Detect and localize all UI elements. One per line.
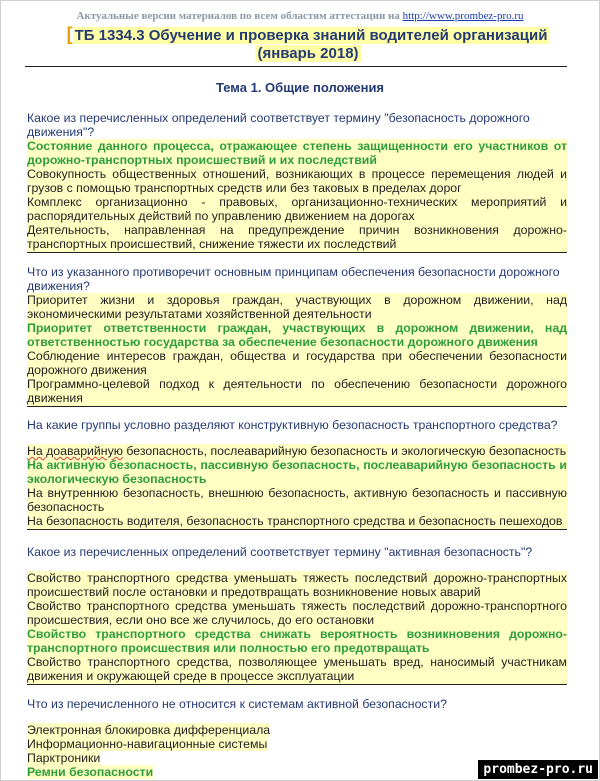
answer-option[interactable]: На доаварийную безопасность, послеаварийную безопасность и экологическую безопасность <box>27 444 567 458</box>
answer-option[interactable]: Программно-целевой подход к деятельности по обеспечению безопасности дорожного движения <box>27 377 567 405</box>
spacer <box>27 432 567 444</box>
question-block-1 <box>27 111 567 253</box>
document-title <box>58 25 558 63</box>
question-text: На какие группы условно разделяют конструктивную безопасность транспортного средства? <box>27 418 558 432</box>
question-block-3 <box>27 418 567 530</box>
question-block-2 <box>27 265 567 407</box>
answer-option[interactable]: Электронная блокировка дифференциала <box>27 723 271 737</box>
answer-option[interactable]: Свойство транспортного средства уменьшать тяжесть последствий дорожно-транспортных происшествий после остановки и предотвращать возникновение новых аварий <box>27 571 567 599</box>
answer-option-correct[interactable]: На активную безопасность, пассивную безопасность, послеаварийную безопасность и экологическую безопасность <box>27 458 567 486</box>
answer-option-correct[interactable]: Состояние данного процесса, отражающее степень защищенности его участников от дорожно-транспортных происшествий и их последствий <box>27 139 567 167</box>
answer-option[interactable]: На безопасность водителя, безопасность транспортного средства и безопасность пешеходов <box>27 514 567 530</box>
title-line-2: (январь 2018) <box>257 45 359 62</box>
banner-text: Актуальные версии материалов по всем областям аттестации на <box>76 10 400 22</box>
title-divider <box>25 66 567 67</box>
answer-option[interactable]: Информационно-навигационные системы <box>27 737 268 751</box>
answer-option[interactable]: Совокупность общественных отношений, возникающих в процессе перемещения людей и грузов с помощью транспортных средств или без таковых в пределах дорог <box>27 167 567 195</box>
spacer <box>27 711 567 723</box>
spacer <box>27 559 567 571</box>
answer-option[interactable]: Свойство транспортного средства, позволяющее уменьшать вред, наносимый участникам движения и окружающей среде в процессе эксплуатации <box>27 655 567 683</box>
theme-heading: Тема 1. Общие положения <box>215 80 385 95</box>
header-banner <box>0 10 600 22</box>
answer-option[interactable]: Свойство транспортного средства уменьшать тяжесть последствий дорожно-транспортного происшествия, если оно все же случилось, до его остановки <box>27 599 567 627</box>
site-watermark: prombez-pro.ru <box>478 760 598 779</box>
answer-option[interactable]: Приоритет жизни и здоровья граждан, участвующих в дорожном движении, над экономическими результатами хозяйственной деятельности <box>27 293 567 321</box>
answer-option[interactable]: Комплекс организационно - правовых, организационно-технических мероприятий и распорядительных действий по управлению движением на дорогах <box>27 195 567 223</box>
answer-option-correct[interactable]: Свойство транспортного средства снижать вероятность возникновения дорожно-транспортного происшествия или полностью его предотвращать <box>27 627 567 655</box>
banner-link[interactable]: http://www.prombez-pro.ru <box>402 10 524 22</box>
title-line-1: ТБ 1334.3 Обучение и проверка знаний водителей организаций <box>74 27 548 44</box>
answer-option[interactable]: Соблюдение интересов граждан, общества и государства при обеспечении безопасности дорожного движения <box>27 349 567 377</box>
answer-option-correct[interactable]: Приоритет ответственности граждан, участвующих в дорожном движении, над ответственностью государства за обеспечение безопасности дорожного движения <box>27 321 567 349</box>
question-text: Что из указанного противоречит основным принципам обеспечения безопасности дорожного движения? <box>27 265 560 293</box>
answer-option[interactable]: Деятельность, направленная на предупреждение причин возникновения дорожно-транспортных происшествий, снижение тяжести их последствий <box>27 223 567 251</box>
question-block-4 <box>27 545 567 685</box>
answer-option-correct[interactable]: Ремни безопасности <box>27 765 154 779</box>
bracket-marker: [ <box>66 24 73 44</box>
spellcheck-word: На доаварийную <box>27 444 123 458</box>
question-text: Какое из перечисленных определений соответствует термину "безопасность дорожного движения"? <box>27 111 530 139</box>
question-text: Что из перечисленного не относится к системам активной безопасности? <box>27 697 447 711</box>
question-text: Какое из перечисленных определений соответствует термину "активная безопасность"? <box>27 545 533 559</box>
answer-option[interactable]: Парктроники <box>27 751 101 765</box>
answer-option[interactable]: На внутреннюю безопасность, внешнюю безопасность, активную безопасность и пассивную безопасность <box>27 486 567 514</box>
